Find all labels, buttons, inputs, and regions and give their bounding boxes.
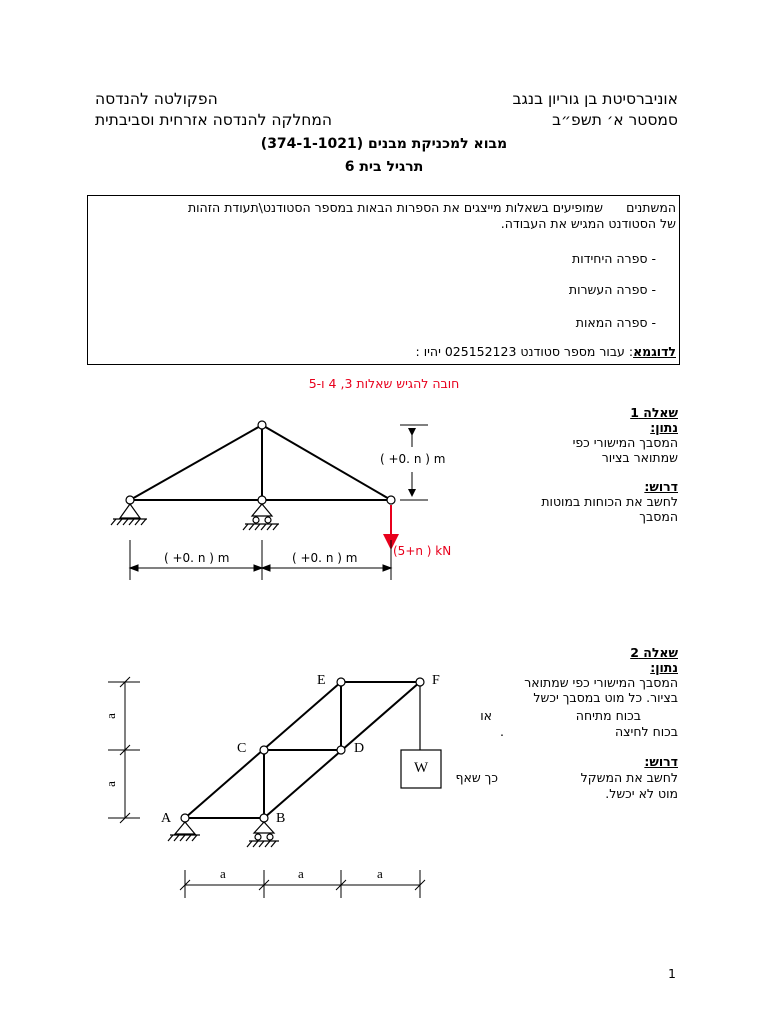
example-label: לדוגמא <box>633 344 676 359</box>
q2-dim-vertical-lower: a <box>102 781 118 787</box>
q2-pin-support-icon <box>168 822 200 841</box>
q1-span-left-label: ( +0. n ) m <box>164 551 230 565</box>
q1-required-text-2: המסבך <box>639 509 678 524</box>
q2-given-text-1: המסבך המישורי כפי שמתואר <box>524 675 678 690</box>
q2-dim-vertical-upper: a <box>102 713 118 719</box>
q2-given-text-4b: . <box>500 724 504 739</box>
q2-joint-B <box>260 814 268 822</box>
faculty-name: הפקולטה להנדסה <box>95 90 218 108</box>
q2-joint-C <box>260 746 268 754</box>
q1-required-label: דרוש: <box>644 479 678 494</box>
q2-node-E-label: E <box>317 673 326 688</box>
page-number: 1 <box>668 966 676 981</box>
q2-joint-F <box>416 678 424 686</box>
course-title: מבוא למכניקת מבנים (374-1-1021) <box>260 136 508 152</box>
q2-vertical-dimension <box>108 677 140 823</box>
q1-given-label: נתון: <box>650 420 678 435</box>
required-note: חובה להגיש שאלות 3, 4 ו-5 <box>308 376 460 391</box>
q2-joint-E <box>337 678 345 686</box>
instructions-line1a: המשתנים <box>626 200 676 215</box>
q2-node-A-label: A <box>161 811 172 826</box>
instructions-item-units: - ספרה היחידות <box>572 251 656 266</box>
q2-given-label: נתון: <box>650 660 678 675</box>
q2-given-text-3b: או <box>480 708 492 723</box>
q1-given-text-2: שמתואר בציור <box>601 450 678 465</box>
q2-node-B-label: B <box>276 811 286 826</box>
q2-dim-horizontal-2: a <box>298 866 304 881</box>
semester: סמסטר א׳ תשפ״ב <box>552 111 678 129</box>
q2-roller-support-icon <box>247 822 279 847</box>
q2-dim-horizontal-1: a <box>220 866 226 881</box>
q2-node-F-label: F <box>432 673 440 688</box>
example-text: : עבור מספר סטודנט 025152123 יהיו : <box>415 344 634 359</box>
q2-weight-label: W <box>414 760 429 776</box>
instructions-line1b: שמופיעים בשאלות מייצגים את הספרות הבאות במספר הסטודנט\תעודת הזהות <box>187 200 603 215</box>
q2-required-text-1b: כך שאף <box>455 770 498 785</box>
q1-load-label: (5+n ) kN <box>393 544 452 558</box>
q2-given-text-4a: בכוח לחיצה <box>614 724 678 739</box>
q2-required-text-2: מוט לא יכשל. <box>605 786 678 801</box>
q1-span-right-label: ( +0. n ) m <box>292 551 358 565</box>
q1-given-text-1: המסבך המישורי כפי <box>572 435 678 450</box>
q2-given-text-2: בציור. כל מוט במסבך יכשל <box>533 690 678 705</box>
instructions-item-hundreds: - ספרה המאות <box>575 315 656 330</box>
instructions-item-tens: - ספרה העשרות <box>568 282 656 297</box>
q2-required-text-1a: לחשב את המשקל <box>580 770 678 785</box>
q2-required-label: דרוש: <box>644 754 678 769</box>
q2-joint-D <box>337 746 345 754</box>
university-name: אוניברסיטת בן גוריון בנגב <box>512 90 678 108</box>
q1-required-text-1: לחשב את הכוחות במוטות <box>541 494 678 509</box>
q2-node-D-label: D <box>354 741 365 756</box>
department-name: המחלקה להנדסה אזרחית וסביבתית <box>95 111 333 129</box>
q2-title: שאלה 2 <box>630 645 678 660</box>
assignment-title: תרגיל בית 6 <box>344 159 424 175</box>
q2-node-C-label: C <box>237 741 247 756</box>
instructions-line2: של הסטודנט המגיש את העבודה. <box>500 216 676 231</box>
q2-given-text-3a: בכוח מתיחה <box>575 708 641 723</box>
q2-dim-horizontal-3: a <box>377 866 383 881</box>
q1-title: שאלה 1 <box>630 405 678 420</box>
q1-height-label: ( +0. n ) m <box>380 452 446 466</box>
q2-joint-A <box>181 814 189 822</box>
